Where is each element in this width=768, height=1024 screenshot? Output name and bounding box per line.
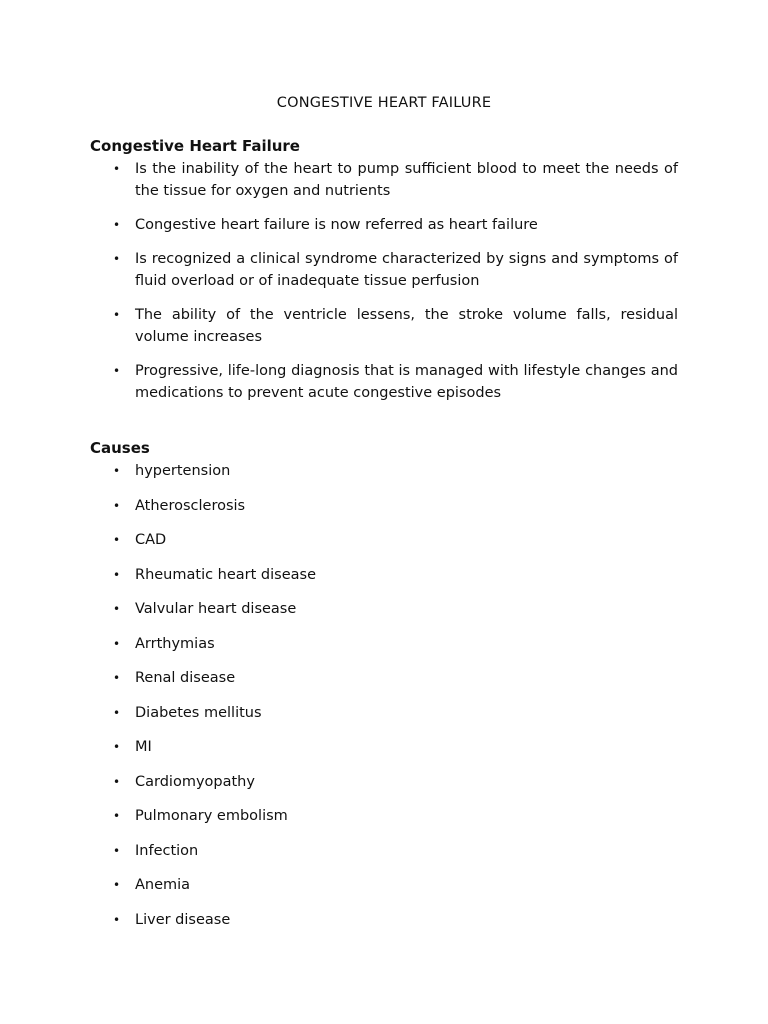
list-item — [90, 633, 678, 655]
list-item — [90, 598, 678, 620]
list-item — [90, 909, 678, 931]
bullet-icon: • — [113, 636, 121, 651]
list-item-text: Pulmonary embolism — [135, 808, 288, 824]
bullet-icon: • — [113, 252, 121, 266]
list-item-text: The ability of the ventricle lessens, the stroke volume falls, residual volume increases — [135, 307, 678, 345]
list-item — [90, 667, 678, 689]
list-item-text: Rheumatic heart disease — [135, 566, 317, 583]
bullet-icon: • — [113, 464, 121, 478]
bullet-icon: • — [113, 705, 121, 720]
bullet-icon: • — [113, 308, 121, 322]
list-item — [90, 248, 678, 292]
overview-list — [90, 158, 678, 404]
bullet-icon: • — [113, 567, 121, 582]
list-item — [90, 360, 678, 404]
list-item-text: CAD — [135, 532, 167, 548]
list-item-text: Valvular heart disease — [135, 601, 297, 617]
list-item-text: Diabetes mellitus — [135, 704, 262, 721]
list-item-text: Is recognized a clinical syndrome characterized by signs and symptoms of fluid overload or of inadequate tissue perfusion — [135, 251, 678, 289]
list-item — [90, 158, 678, 202]
causes-heading: Causes — [90, 439, 150, 457]
list-item — [90, 460, 678, 482]
list-item-text: Cardiomyopathy — [135, 773, 255, 790]
causes-list — [90, 460, 678, 931]
list-item-text: Arrthymias — [135, 635, 215, 652]
list-item-text: Is the inability of the heart to pump sufficient blood to meet the needs of the tissue for oxygen and nutrients — [135, 161, 678, 199]
list-item — [90, 529, 678, 551]
bullet-icon: • — [113, 774, 121, 789]
list-item — [90, 564, 678, 586]
list-item — [90, 805, 678, 827]
bullet-icon: • — [113, 671, 121, 685]
bullet-icon: • — [113, 809, 121, 823]
bullet-icon: • — [113, 533, 121, 547]
list-item — [90, 874, 678, 896]
list-item — [90, 702, 678, 724]
list-item — [90, 214, 678, 236]
list-item — [90, 840, 678, 862]
list-item-text: Congestive heart failure is now referred as heart failure — [135, 217, 538, 233]
list-item-text: Anemia — [135, 877, 191, 893]
list-item-text: Renal disease — [135, 670, 236, 686]
list-item — [90, 771, 678, 793]
bullet-icon: • — [113, 602, 121, 616]
bullet-icon: • — [113, 364, 121, 378]
overview-section — [90, 136, 678, 416]
list-item-text: Atherosclerosis — [135, 497, 246, 514]
bullet-icon: • — [113, 162, 121, 176]
list-item-text: hypertension — [135, 463, 231, 479]
list-item-text: Liver disease — [135, 911, 231, 928]
bullet-icon: • — [113, 843, 121, 858]
overview-heading: Congestive Heart Failure — [90, 137, 300, 155]
causes-section — [90, 438, 678, 943]
bullet-icon: • — [113, 912, 121, 927]
list-item — [90, 736, 678, 758]
bullet-icon: • — [113, 740, 121, 754]
list-item — [90, 495, 678, 517]
list-item — [90, 304, 678, 348]
bullet-icon: • — [113, 218, 121, 232]
bullet-icon: • — [113, 498, 121, 513]
list-item-text: Progressive, life-long diagnosis that is managed with lifestyle changes and medications to prevent acute congestive episodes — [135, 363, 678, 401]
list-item-text: MI — [135, 739, 152, 755]
document-title: CONGESTIVE HEART FAILURE — [276, 95, 492, 111]
bullet-icon: • — [113, 878, 121, 892]
list-item-text: Infection — [135, 842, 199, 859]
